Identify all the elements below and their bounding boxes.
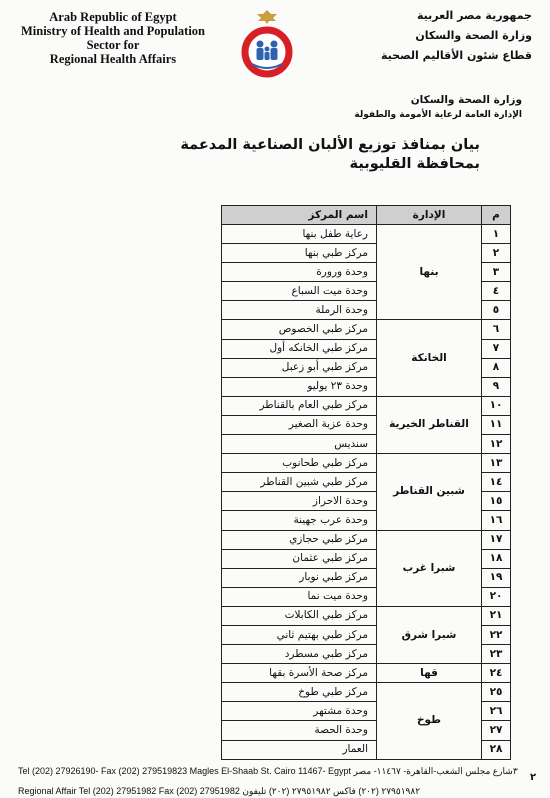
center-name: سنديس	[222, 435, 377, 454]
row-number: ١٤	[482, 473, 511, 492]
table-row	[222, 320, 511, 339]
en-line-1: Arab Republic of Egypt	[49, 10, 177, 24]
table-row	[222, 606, 511, 625]
row-number: ٢٣	[482, 645, 511, 664]
row-number: ١٢	[482, 435, 511, 454]
footer-line-2: Regional Affair Tel (202) 27951982 Fax (202) 27951982 ٢٧٩٥١٩٨٢ (٢٠٢) فاكس ٢٧٩٥١٩٨٢ (٢٠٢) تليفون	[18, 786, 421, 796]
row-number: ١١	[482, 415, 511, 434]
center-name: وحدة الحصة	[222, 721, 377, 740]
center-name: وحدة ميت السباع	[222, 282, 377, 301]
center-name: مركز طبي طحانوب	[222, 454, 377, 473]
center-name: وحدة مشتهر	[222, 702, 377, 721]
center-name: مركز طبي بنها	[222, 244, 377, 263]
row-number: ٧	[482, 339, 511, 358]
row-number: ١٩	[482, 568, 511, 587]
row-number: ٩	[482, 377, 511, 396]
arabic-letterhead	[372, 6, 532, 66]
table-header-row	[222, 206, 511, 225]
row-number: ١٣	[482, 454, 511, 473]
english-letterhead	[8, 10, 218, 66]
center-name: مركز طبي حجازي	[222, 530, 377, 549]
center-name: وحدة ميت نما	[222, 587, 377, 606]
administration-cell: طوخ	[377, 683, 482, 759]
table-row	[222, 664, 511, 683]
document-title	[150, 136, 480, 174]
en-line-4: Regional Health Affairs	[49, 52, 177, 66]
row-number: ٨	[482, 358, 511, 377]
row-number: ٤	[482, 282, 511, 301]
ministry-logo-icon	[238, 8, 296, 80]
table-row	[222, 396, 511, 415]
title-line-1: بيان بمنافذ توزيع الألبان الصناعية المدعمة	[180, 137, 480, 153]
administration-cell: بنها	[377, 225, 482, 320]
center-name: مركز طبي العام بالقناطر	[222, 396, 377, 415]
center-name: مركز صحة الأسرة بقها	[222, 664, 377, 683]
department-subheader	[282, 92, 522, 122]
administration-cell: قها	[377, 664, 482, 683]
center-name: مركز طبي الكابلات	[222, 606, 377, 625]
row-number: ١٥	[482, 492, 511, 511]
ar-line-1: جمهورية مصر العربية	[417, 9, 532, 22]
center-name: مركز طبي عثمان	[222, 549, 377, 568]
distribution-outlets-table	[221, 205, 511, 760]
center-name: مركز طبي بهتيم ثاني	[222, 625, 377, 644]
row-number: ٦	[482, 320, 511, 339]
center-name: مركز طبي طوخ	[222, 683, 377, 702]
administration-cell: شبين القناطر	[377, 454, 482, 530]
center-name: وحدة عرب جهينة	[222, 511, 377, 530]
ar-line-2: وزارة الصحة والسكان	[415, 29, 532, 42]
title-line-2: بمحافظة القليوبية	[349, 156, 480, 172]
row-number: ٢٢	[482, 625, 511, 644]
row-number: ٥	[482, 301, 511, 320]
center-name: مركز طبي شبين القناطر	[222, 473, 377, 492]
center-name: مركز طبي أبو زعبل	[222, 358, 377, 377]
center-name: مركز طبي الخصوص	[222, 320, 377, 339]
row-number: ٢٥	[482, 683, 511, 702]
center-name: رعاية طفل بنها	[222, 225, 377, 244]
header-administration: الإدارة	[377, 206, 482, 225]
en-line-2: Ministry of Health and Population	[20, 24, 206, 38]
row-number: ٢٠	[482, 587, 511, 606]
header-center-name: اسم المركز	[222, 206, 377, 225]
administration-cell: شبرا غرب	[377, 530, 482, 606]
center-name: مركز طبي الخانكه أول	[222, 339, 377, 358]
row-number: ٢١	[482, 606, 511, 625]
subheader-line-1: وزارة الصحة والسكان	[410, 94, 522, 106]
administration-cell: شبرا شرق	[377, 606, 482, 663]
row-number: ٣	[482, 263, 511, 282]
table-row	[222, 683, 511, 702]
subheader-line-2: الإدارة العامة لرعاية الأمومة والطفولة	[354, 110, 522, 120]
administration-cell: الخانكة	[377, 320, 482, 396]
header-number: م	[482, 206, 511, 225]
row-number: ١٨	[482, 549, 511, 568]
row-number: ٢	[482, 244, 511, 263]
row-number: ٢٧	[482, 721, 511, 740]
row-number: ١٦	[482, 511, 511, 530]
center-name: وحدة ٢٣ يوليو	[222, 377, 377, 396]
en-line-3: Sector for	[86, 38, 140, 52]
center-name: وحدة عزبة الصغير	[222, 415, 377, 434]
table-row	[222, 225, 511, 244]
center-name: مركز طبي نوبار	[222, 568, 377, 587]
center-name: وحدة ورورة	[222, 263, 377, 282]
center-name: وحدة الاحراز	[222, 492, 377, 511]
ar-line-3: قطاع شئون الأقاليم الصحية	[380, 49, 532, 62]
footer-line-1: Tel (202) 27926190- Fax (202) 279519823 Magles El-Shaab St. Cairo 11467- Egypt ٣شارع مجلس الشعب-القاهرة- ١١٤٦٧- مصر	[18, 766, 518, 776]
row-number: ١	[482, 225, 511, 244]
center-name: وحدة الرملة	[222, 301, 377, 320]
table-row	[222, 530, 511, 549]
center-name: مركز طبي مسطرد	[222, 645, 377, 664]
row-number: ١٠	[482, 396, 511, 415]
center-name: العمار	[222, 740, 377, 759]
corner-mark: ٢	[530, 772, 537, 783]
administration-cell: القناطر الخيرية	[377, 396, 482, 453]
row-number: ٢٨	[482, 740, 511, 759]
table-body	[222, 225, 511, 760]
row-number: ٢٦	[482, 702, 511, 721]
table-row	[222, 454, 511, 473]
row-number: ٢٤	[482, 664, 511, 683]
row-number: ١٧	[482, 530, 511, 549]
